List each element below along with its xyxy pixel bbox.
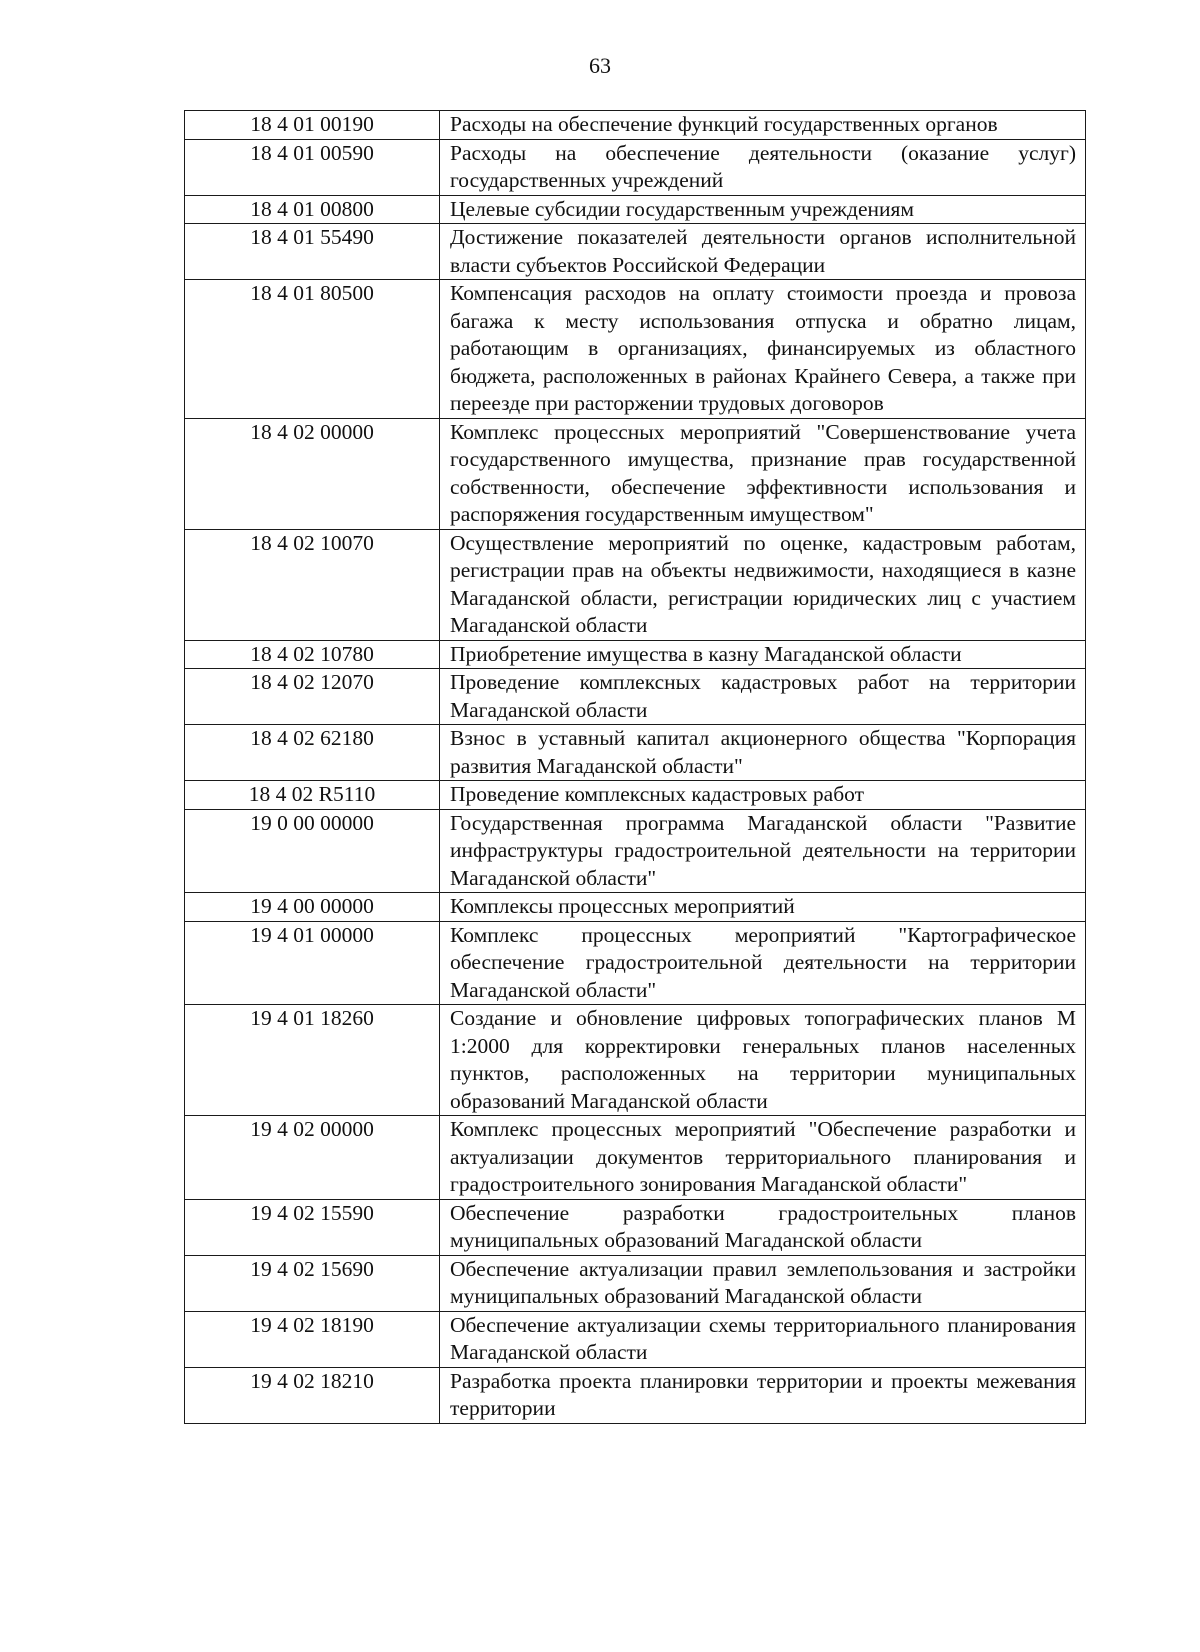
description-cell: Расходы на обеспечение деятельности (оказание услуг) государственных учреждений	[440, 139, 1086, 195]
description-cell: Осуществление мероприятий по оценке, кадастровым работам, регистрации прав на объекты недвижимости, находящиеся в казне Магаданской области, регистрации юридических лиц с участием Магаданской области	[440, 529, 1086, 640]
description-cell: Взнос в уставный капитал акционерного общества "Корпорация развития Магаданской области"	[440, 725, 1086, 781]
table-row	[185, 139, 1086, 195]
code-cell: 19 4 00 00000	[185, 893, 440, 922]
table-row	[185, 1005, 1086, 1116]
description-cell: Обеспечение актуализации правил землепользования и застройки муниципальных образований Магаданской области	[440, 1255, 1086, 1311]
code-cell: 18 4 01 00190	[185, 111, 440, 140]
description-cell: Компенсация расходов на оплату стоимости проезда и провоза багажа к месту использования отпуска и обратно лицам, работающим в организациях, финансируемых из областного бюджета, расположенных в районах Крайнего Севера, а также при переезде при расторжении трудовых договоров	[440, 280, 1086, 419]
code-cell: 18 4 02 10070	[185, 529, 440, 640]
table-row	[185, 111, 1086, 140]
table-row	[185, 781, 1086, 810]
table-row	[185, 640, 1086, 669]
description-cell: Приобретение имущества в казну Магаданской области	[440, 640, 1086, 669]
table-row	[185, 893, 1086, 922]
description-cell: Проведение комплексных кадастровых работ на территории Магаданской области	[440, 669, 1086, 725]
table-row	[185, 1367, 1086, 1423]
code-cell: 18 4 02 12070	[185, 669, 440, 725]
description-cell: Комплекс процессных мероприятий "Совершенствование учета государственного имущества, признание прав государственной собственности, обеспечение эффективности использования и распоряжения государственным имуществом"	[440, 418, 1086, 529]
code-cell: 19 4 02 18190	[185, 1311, 440, 1367]
code-cell: 18 4 02 R5110	[185, 781, 440, 810]
description-cell: Комплекс процессных мероприятий "Обеспечение разработки и актуализации документов территориального планирования и градостроительного зонирования Магаданской области"	[440, 1116, 1086, 1200]
code-cell: 18 4 01 00800	[185, 195, 440, 224]
code-cell: 18 4 01 00590	[185, 139, 440, 195]
table-row	[185, 224, 1086, 280]
code-cell: 19 4 02 00000	[185, 1116, 440, 1200]
code-cell: 18 4 02 00000	[185, 418, 440, 529]
table-body	[185, 111, 1086, 1424]
code-cell: 18 4 02 10780	[185, 640, 440, 669]
description-cell: Расходы на обеспечение функций государственных органов	[440, 111, 1086, 140]
budget-codes-table	[184, 110, 1086, 1424]
description-cell: Обеспечение актуализации схемы территориального планирования Магаданской области	[440, 1311, 1086, 1367]
description-cell: Комплексы процессных мероприятий	[440, 893, 1086, 922]
table-row	[185, 1116, 1086, 1200]
code-cell: 19 4 02 18210	[185, 1367, 440, 1423]
description-cell: Разработка проекта планировки территории и проекты межевания территории	[440, 1367, 1086, 1423]
description-cell: Государственная программа Магаданской области "Развитие инфраструктуры градостроительной деятельности на территории Магаданской области"	[440, 809, 1086, 893]
table-row	[185, 195, 1086, 224]
description-cell: Проведение комплексных кадастровых работ	[440, 781, 1086, 810]
code-cell: 18 4 01 80500	[185, 280, 440, 419]
description-cell: Создание и обновление цифровых топографических планов М 1:2000 для корректировки генеральных планов населенных пунктов, расположенных на территории муниципальных образований Магаданской области	[440, 1005, 1086, 1116]
code-cell: 18 4 02 62180	[185, 725, 440, 781]
code-cell: 19 0 00 00000	[185, 809, 440, 893]
table-row	[185, 809, 1086, 893]
table-row	[185, 1199, 1086, 1255]
table-row	[185, 529, 1086, 640]
code-cell: 18 4 01 55490	[185, 224, 440, 280]
table-row	[185, 1311, 1086, 1367]
table-row	[185, 725, 1086, 781]
description-cell: Обеспечение разработки градостроительных планов муниципальных образований Магаданской области	[440, 1199, 1086, 1255]
page-number: 63	[589, 53, 611, 78]
code-cell: 19 4 01 18260	[185, 1005, 440, 1116]
table-row	[185, 280, 1086, 419]
table-row	[185, 669, 1086, 725]
code-cell: 19 4 02 15590	[185, 1199, 440, 1255]
table-row	[185, 418, 1086, 529]
description-cell: Достижение показателей деятельности органов исполнительной власти субъектов Российской Федерации	[440, 224, 1086, 280]
table-row	[185, 1255, 1086, 1311]
description-cell: Целевые субсидии государственным учреждениям	[440, 195, 1086, 224]
description-cell: Комплекс процессных мероприятий "Картографическое обеспечение градостроительной деятельности на территории Магаданской области"	[440, 921, 1086, 1005]
code-cell: 19 4 01 00000	[185, 921, 440, 1005]
table-row	[185, 921, 1086, 1005]
code-cell: 19 4 02 15690	[185, 1255, 440, 1311]
